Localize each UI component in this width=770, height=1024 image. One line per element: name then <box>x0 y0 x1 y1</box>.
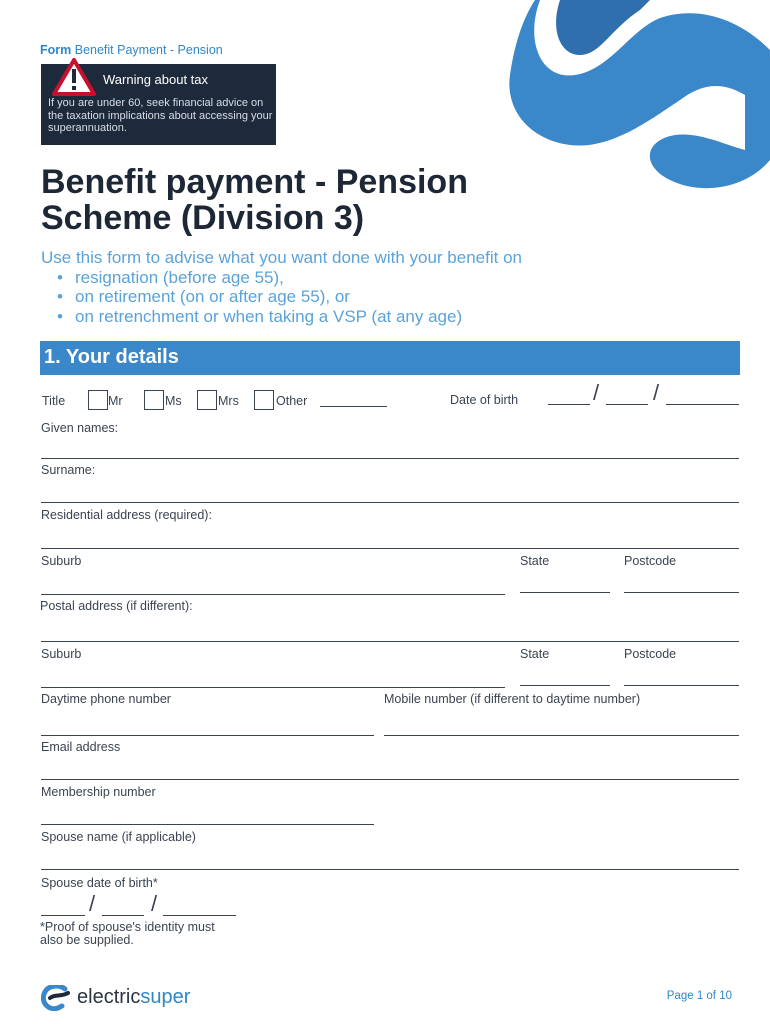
suburb-field[interactable] <box>41 594 505 595</box>
form-name: Benefit Payment - Pension <box>74 43 223 57</box>
daytime-phone-field[interactable] <box>41 735 374 736</box>
residential-address-label: Residential address (required): <box>41 508 212 522</box>
postal-postcode-label: Postcode <box>624 647 677 661</box>
state-label: State <box>520 554 550 568</box>
electricsuper-logo-icon <box>41 985 73 1011</box>
page-number: Page 1 of 10 <box>666 990 732 1002</box>
page-title <box>41 164 468 236</box>
dob-separator: / <box>653 380 660 405</box>
brand-wordmark <box>77 986 190 1009</box>
dob-month-field[interactable] <box>606 404 648 405</box>
checkbox-mr[interactable] <box>88 390 108 410</box>
postcode-label: Postcode <box>624 554 677 568</box>
brand-swirl-graphic <box>500 0 770 195</box>
other-title-field[interactable] <box>320 406 387 407</box>
postal-suburb-label: Suburb <box>41 647 82 661</box>
brand-wordmark-b: super <box>140 986 191 1008</box>
dob-separator: / <box>593 380 600 405</box>
dob-label: Date of birth <box>450 393 519 407</box>
postal-suburb-field[interactable] <box>41 687 505 688</box>
form-header <box>40 43 223 57</box>
residential-address-field[interactable] <box>41 548 739 549</box>
spouse-id-note-line-1: *Proof of spouse's identity must <box>40 920 215 934</box>
warning-body: If you are under 60, seek financial advice on the taxation implications about accessing your superannuation. <box>48 97 273 134</box>
warning-triangle-icon <box>52 58 96 96</box>
spouse-dob-label: Spouse date of birth* <box>41 876 158 890</box>
surname-label: Surname: <box>41 463 96 477</box>
spouse-name-label: Spouse name (if applicable) <box>41 830 196 844</box>
given-names-field[interactable] <box>41 458 739 459</box>
brand-wordmark-a: electric <box>77 986 141 1008</box>
mobile-field[interactable] <box>384 735 739 736</box>
spouse-dob-year-field[interactable] <box>163 915 236 916</box>
checkbox-ms[interactable] <box>144 390 164 410</box>
tax-warning-box <box>41 64 276 145</box>
daytime-phone-label: Daytime phone number <box>41 692 171 706</box>
email-label: Email address <box>41 740 121 754</box>
page-title-line-1: Benefit payment - Pension <box>41 163 468 201</box>
membership-field[interactable] <box>41 824 374 825</box>
spouse-dob-month-field[interactable] <box>102 915 144 916</box>
intro-text <box>41 248 522 326</box>
spouse-dob-separator: / <box>89 891 96 916</box>
warning-title: Warning about tax <box>103 72 209 87</box>
postal-state-field[interactable] <box>520 685 610 686</box>
postal-address-label: Postal address (if different): <box>40 599 193 613</box>
intro-bullet: • resignation (before age 55), <box>57 268 522 288</box>
option-mr-label: Mr <box>108 394 123 408</box>
postcode-field[interactable] <box>624 592 739 593</box>
membership-label: Membership number <box>41 785 156 799</box>
postal-postcode-field[interactable] <box>624 685 739 686</box>
checkbox-other[interactable] <box>254 390 274 410</box>
suburb-label: Suburb <box>41 554 82 568</box>
spouse-id-note-line-2: also be supplied. <box>40 933 134 947</box>
spouse-name-field[interactable] <box>41 869 739 870</box>
section-heading-your-details: 1. Your details <box>40 341 740 375</box>
intro-list <box>57 268 522 327</box>
dob-day-field[interactable] <box>548 404 590 405</box>
intro-lead: Use this form to advise what you want done with your benefit on <box>41 248 522 267</box>
state-field[interactable] <box>520 592 610 593</box>
spouse-id-note <box>40 921 215 947</box>
checkbox-mrs[interactable] <box>197 390 217 410</box>
postal-state-label: State <box>520 647 550 661</box>
spouse-dob-separator: / <box>151 891 158 916</box>
form-word: Form <box>40 43 72 57</box>
title-label: Title <box>42 394 66 408</box>
spouse-dob-day-field[interactable] <box>41 915 85 916</box>
given-names-label: Given names: <box>41 421 119 435</box>
mobile-label: Mobile number (if different to daytime number) <box>384 692 641 706</box>
dob-year-field[interactable] <box>666 404 739 405</box>
intro-bullet: • on retirement (on or after age 55), or <box>57 287 522 307</box>
intro-bullet: • on retrenchment or when taking a VSP (at any age) <box>57 307 522 327</box>
page-title-line-2: Scheme (Division 3) <box>41 199 365 237</box>
option-mrs-label: Mrs <box>218 394 239 408</box>
option-ms-label: Ms <box>165 394 182 408</box>
postal-address-field[interactable] <box>41 641 739 642</box>
option-other-label: Other <box>276 394 308 408</box>
email-field[interactable] <box>41 779 739 780</box>
surname-field[interactable] <box>41 502 739 503</box>
